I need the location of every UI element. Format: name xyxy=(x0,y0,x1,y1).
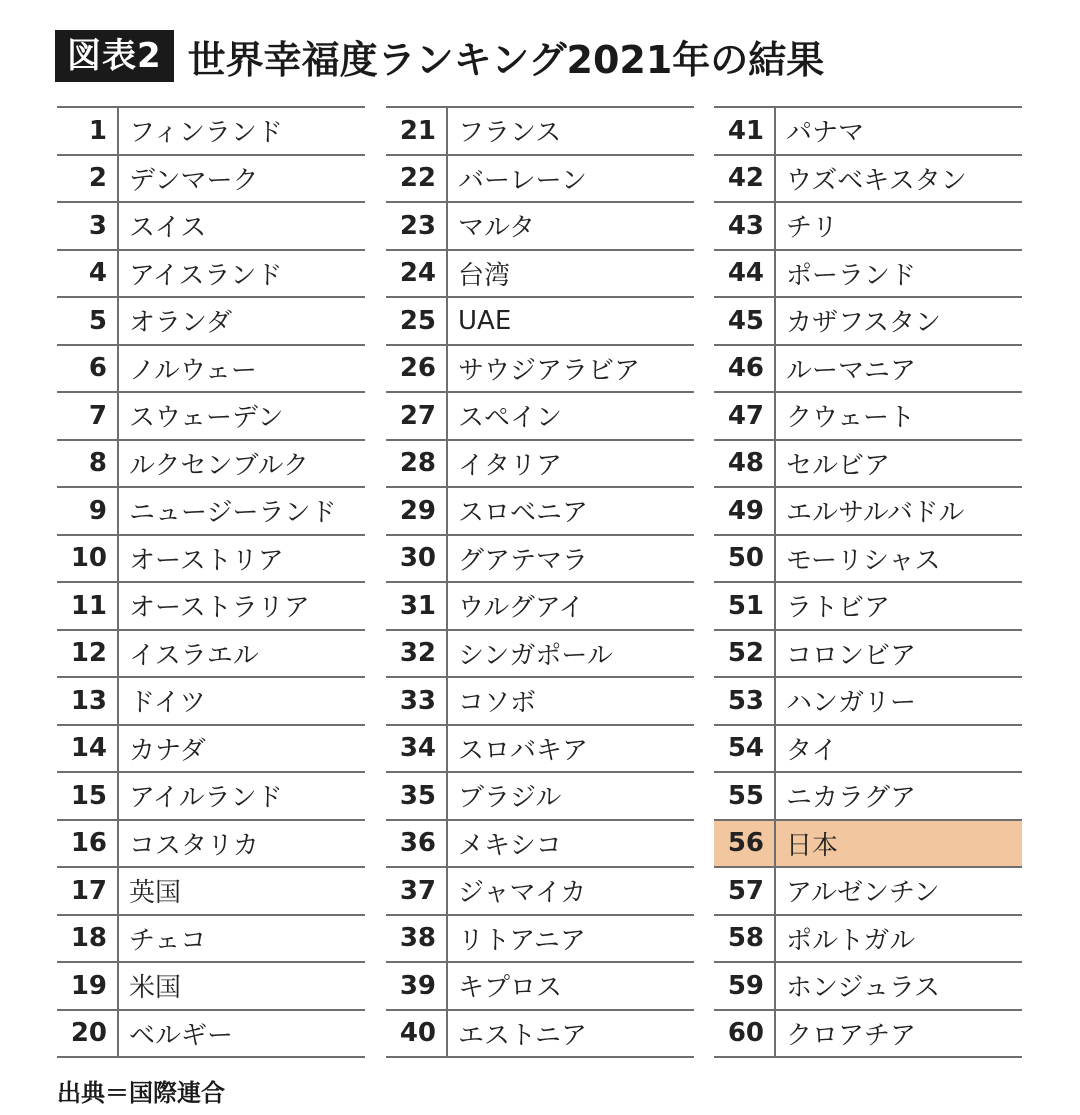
rank-cell: 48 xyxy=(714,441,776,487)
country-cell: ノルウェー xyxy=(129,355,257,386)
table-row xyxy=(386,821,694,869)
country-cell: モーリシャス xyxy=(786,545,941,576)
country-cell: イスラエル xyxy=(129,640,259,671)
rank-cell: 46 xyxy=(714,346,776,392)
rank-cell: 8 xyxy=(57,441,119,487)
table-row xyxy=(386,1011,694,1059)
country-cell: サウジアラビア xyxy=(458,355,641,386)
table-row xyxy=(714,916,1022,964)
table-row xyxy=(57,773,365,821)
table-row xyxy=(386,156,694,204)
country-cell: 英国 xyxy=(129,878,182,909)
table-row xyxy=(714,583,1022,631)
table-row xyxy=(386,678,694,726)
table-row xyxy=(57,108,365,156)
country-cell: スロベニア xyxy=(458,498,589,529)
table-row xyxy=(57,1011,365,1059)
table-row xyxy=(57,963,365,1011)
table-row xyxy=(714,726,1022,774)
country-cell: アルゼンチン xyxy=(786,878,940,909)
country-cell: キプロス xyxy=(458,973,563,1004)
rank-cell: 38 xyxy=(386,916,448,962)
rank-cell: 5 xyxy=(57,298,119,344)
ranking-column-1 xyxy=(57,106,365,1058)
rank-cell: 28 xyxy=(386,441,448,487)
table-row xyxy=(57,156,365,204)
country-cell: ウズベキスタン xyxy=(786,165,967,196)
rank-cell: 2 xyxy=(57,156,119,202)
country-cell: タイ xyxy=(786,735,838,766)
country-cell: グアテマラ xyxy=(458,545,589,576)
country-cell: コロンビア xyxy=(786,640,917,671)
country-cell: ジャマイカ xyxy=(458,878,587,909)
country-cell: チリ xyxy=(786,213,839,244)
table-row xyxy=(386,773,694,821)
rank-cell: 26 xyxy=(386,346,448,392)
rank-cell: 49 xyxy=(714,488,776,534)
country-cell: ベルギー xyxy=(129,1020,234,1051)
rank-cell: 18 xyxy=(57,916,119,962)
country-cell: オーストリア xyxy=(129,545,284,576)
country-cell: コソボ xyxy=(458,688,537,719)
rank-cell: 4 xyxy=(57,251,119,297)
rank-cell: 25 xyxy=(386,298,448,344)
country-cell: アイスランド xyxy=(129,260,283,291)
country-cell: ルーマニア xyxy=(786,355,917,386)
country-cell: カナダ xyxy=(129,735,206,766)
rank-cell: 40 xyxy=(386,1011,448,1057)
rank-cell: 33 xyxy=(386,678,448,724)
table-row xyxy=(714,678,1022,726)
country-cell: 台湾 xyxy=(458,260,511,291)
country-cell: ルクセンブルク xyxy=(129,450,309,481)
rank-cell: 52 xyxy=(714,631,776,677)
rank-cell: 32 xyxy=(386,631,448,677)
table-row xyxy=(714,156,1022,204)
rank-cell: 36 xyxy=(386,821,448,867)
rank-cell: 1 xyxy=(57,108,119,154)
table-row xyxy=(386,346,694,394)
country-cell: ブラジル xyxy=(458,783,562,814)
country-cell: デンマーク xyxy=(129,165,259,196)
country-cell: ウルグアイ xyxy=(458,593,585,624)
country-cell: UAE xyxy=(458,305,512,336)
rank-cell: 45 xyxy=(714,298,776,344)
country-cell: ポルトガル xyxy=(786,925,916,956)
table-row xyxy=(386,726,694,774)
country-cell: コスタリカ xyxy=(129,830,259,861)
table-row xyxy=(57,536,365,584)
ranking-column-2 xyxy=(386,106,694,1058)
table-row xyxy=(57,393,365,441)
country-cell: ポーランド xyxy=(786,260,917,291)
table-row xyxy=(57,488,365,536)
rank-cell: 50 xyxy=(714,536,776,582)
country-cell: リトアニア xyxy=(458,925,586,956)
country-cell: イタリア xyxy=(458,450,563,481)
table-row xyxy=(57,251,365,299)
rank-cell: 34 xyxy=(386,726,448,772)
country-cell: ハンガリー xyxy=(786,688,917,719)
table-row xyxy=(57,726,365,774)
table-row xyxy=(714,108,1022,156)
rank-cell: 35 xyxy=(386,773,448,819)
table-row xyxy=(714,441,1022,489)
rank-cell: 21 xyxy=(386,108,448,154)
figure-header xyxy=(55,28,824,84)
table-row xyxy=(386,868,694,916)
table-row xyxy=(386,916,694,964)
country-cell: クウェート xyxy=(786,403,915,434)
table-row xyxy=(386,251,694,299)
table-row xyxy=(57,203,365,251)
country-cell: セルビア xyxy=(786,450,891,481)
rank-cell: 24 xyxy=(386,251,448,297)
country-cell: ホンジュラス xyxy=(786,973,941,1004)
table-row xyxy=(386,583,694,631)
table-row xyxy=(57,678,365,726)
country-cell: ニュージーランド xyxy=(129,498,337,529)
ranking-column-3 xyxy=(714,106,1022,1058)
table-row xyxy=(714,536,1022,584)
country-cell: スイス xyxy=(129,213,207,244)
table-row xyxy=(714,488,1022,536)
table-row xyxy=(714,631,1022,679)
table-row xyxy=(714,298,1022,346)
table-row xyxy=(57,631,365,679)
rank-cell: 55 xyxy=(714,773,776,819)
rank-cell: 10 xyxy=(57,536,119,582)
country-cell: マルタ xyxy=(458,213,535,244)
country-cell: ニカラグア xyxy=(786,783,917,814)
country-cell: クロアチア xyxy=(786,1020,917,1051)
country-cell: パナマ xyxy=(786,118,865,149)
table-row xyxy=(386,631,694,679)
table-row xyxy=(57,298,365,346)
country-cell: チェコ xyxy=(129,925,207,956)
rank-cell: 47 xyxy=(714,393,776,439)
table-row xyxy=(386,963,694,1011)
table-row xyxy=(714,868,1022,916)
rank-cell: 12 xyxy=(57,631,119,677)
table-row xyxy=(714,963,1022,1011)
rank-cell: 54 xyxy=(714,726,776,772)
table-row xyxy=(386,393,694,441)
country-cell: 米国 xyxy=(129,973,182,1004)
rank-cell: 14 xyxy=(57,726,119,772)
country-cell: オーストラリア xyxy=(129,593,310,624)
table-row xyxy=(714,251,1022,299)
table-row xyxy=(57,821,365,869)
rank-cell: 20 xyxy=(57,1011,119,1057)
rank-cell: 29 xyxy=(386,488,448,534)
country-cell: スウェーデン xyxy=(129,403,284,434)
rank-cell: 60 xyxy=(714,1011,776,1057)
rank-cell: 42 xyxy=(714,156,776,202)
table-row xyxy=(714,346,1022,394)
table-row xyxy=(386,203,694,251)
rank-cell: 31 xyxy=(386,583,448,629)
table-row xyxy=(386,298,694,346)
rank-cell: 43 xyxy=(714,203,776,249)
country-cell: フィンランド xyxy=(129,118,283,149)
country-cell: バーレーン xyxy=(458,165,587,196)
country-cell: シンガポール xyxy=(458,640,613,671)
country-cell: エストニア xyxy=(458,1020,587,1051)
rank-cell: 3 xyxy=(57,203,119,249)
country-cell: アイルランド xyxy=(129,783,283,814)
rank-cell: 13 xyxy=(57,678,119,724)
country-cell: ラトビア xyxy=(786,593,891,624)
rank-cell: 22 xyxy=(386,156,448,202)
country-cell: 日本 xyxy=(786,830,839,861)
rank-cell: 17 xyxy=(57,868,119,914)
table-row xyxy=(57,441,365,489)
table-row xyxy=(714,203,1022,251)
source-note: 出典＝国際連合 xyxy=(57,1079,225,1107)
country-cell: スロバキア xyxy=(458,735,589,766)
table-row xyxy=(714,773,1022,821)
country-cell: ドイツ xyxy=(129,688,206,719)
figure-badge: 図表2 xyxy=(55,30,174,82)
table-row xyxy=(57,916,365,964)
country-cell: エルサルバドル xyxy=(786,498,965,529)
rank-cell: 37 xyxy=(386,868,448,914)
table-row xyxy=(386,108,694,156)
rank-cell: 23 xyxy=(386,203,448,249)
rank-cell: 41 xyxy=(714,108,776,154)
country-cell: フランス xyxy=(458,118,562,149)
rank-cell: 39 xyxy=(386,963,448,1009)
rank-cell: 58 xyxy=(714,916,776,962)
table-row xyxy=(386,488,694,536)
table-row xyxy=(57,346,365,394)
table-row xyxy=(57,583,365,631)
figure-title: 世界幸福度ランキング2021年の結果 xyxy=(187,37,825,82)
rank-cell: 51 xyxy=(714,583,776,629)
rank-cell: 53 xyxy=(714,678,776,724)
country-cell: カザフスタン xyxy=(786,308,941,339)
rank-cell: 16 xyxy=(57,821,119,867)
rank-cell: 6 xyxy=(57,346,119,392)
table-row xyxy=(57,868,365,916)
country-cell: メキシコ xyxy=(458,830,562,861)
table-row xyxy=(386,441,694,489)
country-cell: スペイン xyxy=(458,403,563,434)
rank-cell: 59 xyxy=(714,963,776,1009)
table-row xyxy=(714,393,1022,441)
table-row-highlighted xyxy=(714,821,1022,869)
rank-cell: 7 xyxy=(57,393,119,439)
rank-cell: 15 xyxy=(57,773,119,819)
rank-cell: 30 xyxy=(386,536,448,582)
country-cell: オランダ xyxy=(129,308,232,339)
rank-cell: 27 xyxy=(386,393,448,439)
rank-cell: 57 xyxy=(714,868,776,914)
table-row xyxy=(386,536,694,584)
table-row xyxy=(714,1011,1022,1059)
rank-cell: 56 xyxy=(714,821,776,867)
rank-cell: 19 xyxy=(57,963,119,1009)
rank-cell: 11 xyxy=(57,583,119,629)
rank-cell: 9 xyxy=(57,488,119,534)
rank-cell: 44 xyxy=(714,251,776,297)
